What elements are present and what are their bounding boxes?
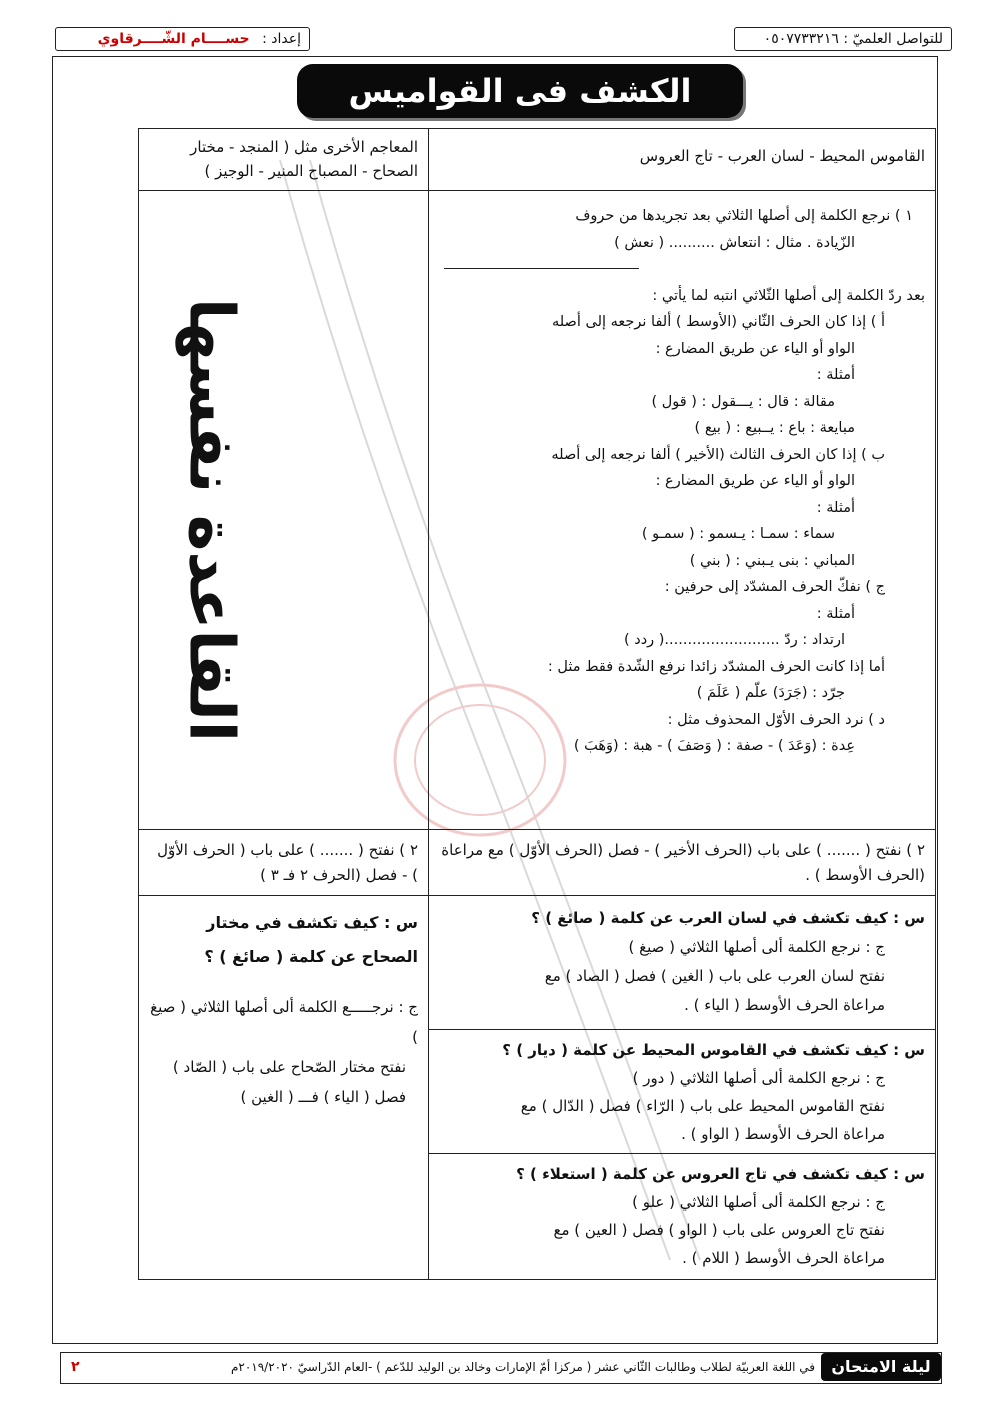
- rule-line: أمثلة :: [816, 499, 855, 516]
- rule-line: الواو أو الياء عن طريق المضارع :: [655, 473, 855, 489]
- rule-line: المباني : بنى يـبني : ( بني ): [689, 552, 855, 569]
- rule-line: مقالة : قال : يـــقول : ( قول ): [651, 393, 835, 410]
- answer-line: نفتح تاج العروس على باب ( الواو ) فصل ( العين ) مع: [553, 1221, 885, 1239]
- rule-line: د ) نرد الحرف الأوّل المحذوف مثل :: [667, 711, 885, 728]
- question-text: س : كيف تكشف في لسان العرب عن كلمة ( صائغ ) ؟: [531, 909, 925, 927]
- footer-text: في اللغة العربيّة لطلاب وطالبات الثّاني عشر ( مركزا أمّ الإمارات وخالد بن الوليد للدّعم ) -العام الدّراسيّ ٢٠١٩/٢٠٢٠م: [230, 1360, 815, 1374]
- answer-line: ج : نرجع الكلمة ألى أصلها الثلاثي ( علو ): [632, 1193, 885, 1211]
- rule-line: أ ) إذا كان الحرف الثّاني (الأوسط ) ألفا نرجعه إلى أصله: [551, 314, 885, 330]
- rules-cell: [428, 190, 936, 830]
- answer-line: نفتح لسان العرب على باب ( الغين ) فصل ( الصاد ) مع: [544, 967, 885, 985]
- contact-box: [734, 27, 952, 51]
- dictionaries-other: المعاجم الأخرى مثل ( المنجد - مختار الصحاح - المصباح المنير - الوجيز ): [190, 138, 418, 180]
- contact-phone: ٠٥٠٧٧٣٣٢١٦: [763, 31, 839, 47]
- page-title: الكشف فى القواميس والمعاجم: [297, 64, 743, 118]
- answer-line: ج : نرجـــــع الكلمة ألى أصلها الثلاثي ( صيغ ): [150, 998, 418, 1046]
- answer-line: مراعاة الحرف الأوسط ( الياء ) .: [684, 996, 885, 1014]
- question-text: س : كيف تكشف في مختار الصحاح عن كلمة ( صائغ ) ؟: [204, 913, 418, 966]
- question-card: [428, 895, 936, 1030]
- answer-line: ج : نرجع الكلمة ألى أصلها الثلاثي ( دور ): [632, 1069, 885, 1087]
- question-card: [428, 1153, 936, 1280]
- dictionaries-other-header: [138, 128, 429, 191]
- rule-line: أمثلة :: [816, 367, 855, 383]
- author-label: إعداد :: [262, 31, 301, 47]
- rule-line: ١ ) نرجع الكلمة إلى أصلها الثلاثي بعد تجريدها من حروف: [575, 208, 913, 224]
- rule-line: ج ) نفكّ الحرف المشدّد إلى حرفين :: [664, 579, 885, 595]
- dictionaries-main: القاموس المحيط - لسان العرب - تاج العروس: [639, 147, 925, 165]
- question-text: س : كيف تكشف في تاج العروس عن كلمة ( استعلاء ) ؟: [516, 1165, 925, 1183]
- footer-logo: ليلة الامتحان: [821, 1353, 941, 1381]
- rule-line: ب ) إذا كان الحرف الثالث (الأخير ) ألفا نرجعه إلى أصله: [551, 446, 885, 463]
- rule2-other-cell: [138, 829, 429, 896]
- rule-line: أمثلة :: [816, 605, 855, 622]
- left-question-card: [138, 895, 429, 1280]
- rule-line: بعد ردّ الكلمة إلى أصلها الثّلاثي انتبه لما يأتي :: [652, 287, 925, 304]
- author-name: حســــام الشّــــرقاوي: [97, 31, 250, 47]
- answer-line: ج : نرجع الكلمة ألى أصلها الثلاثي ( صيغ ): [628, 938, 885, 956]
- rule-line: مبايعة : باع : يــبيع : ( بيع ): [694, 420, 855, 436]
- rule-line: عِدة : (وَعَدَ ) - صفة : ( وَصَفَ ) - هبة : (وَهَبَ ): [573, 738, 855, 754]
- rule-line: أما إذا كانت الحرف المشدّد زائدا نرفع الشّدة فقط مثل :: [547, 658, 885, 675]
- divider: [444, 268, 639, 269]
- question-text: س : كيف تكشف في القاموس المحيط عن كلمة ( ديار ) ؟: [502, 1041, 925, 1059]
- answer-line: مراعاة الحرف الأوسط ( اللام ) .: [682, 1249, 885, 1267]
- author-box: [55, 27, 310, 51]
- rule-line: جرّد : (جَرَدَ) علّم ( عَلَمَ ): [696, 685, 845, 701]
- page-number: ٢: [71, 1359, 80, 1375]
- rule-line: سماء : سمـا : يـسمو : ( سمـو ): [641, 526, 835, 542]
- rule2-main-cell: [428, 829, 936, 896]
- contact-label: للتواصل العلميّ :: [843, 31, 943, 47]
- rule2-main: ٢ ) نفتح ( ....... ) على باب (الحرف الأخير ) - فصل (الحرف الأوّل ) مع مراعاة (الحرف الأوسط ) .: [441, 841, 925, 884]
- rule-line: الزّيادة . مثال : انتعاش .......... ( نعش ): [614, 234, 855, 251]
- dictionaries-main-header: [428, 128, 936, 191]
- rule2-other: ٢ ) نفتح ( ....... ) على باب ( الحرف الأوّل ) - فصل (الحرف ٢ فـ ٣ ): [157, 841, 418, 884]
- footer: [60, 1352, 942, 1384]
- rule-line: ارتداد : ردّ .........................( ردد ): [623, 632, 845, 648]
- answer-line: نفتح مختار الصّحاح على باب ( الصّاد ) فصل ( الياء ) فـــ ( الغين ): [172, 1058, 406, 1106]
- answer-line: مراعاة الحرف الأوسط ( الواو ) .: [681, 1125, 885, 1143]
- rule-line: الواو أو الياء عن طريق المضارع :: [655, 340, 855, 357]
- answer-line: نفتح القاموس المحيط على باب ( الرّاء ) فصل ( الدّال ) مع: [520, 1097, 885, 1115]
- vertical-same-rule-text: القاعدة نفسها: [175, 298, 249, 742]
- question-card: [428, 1029, 936, 1154]
